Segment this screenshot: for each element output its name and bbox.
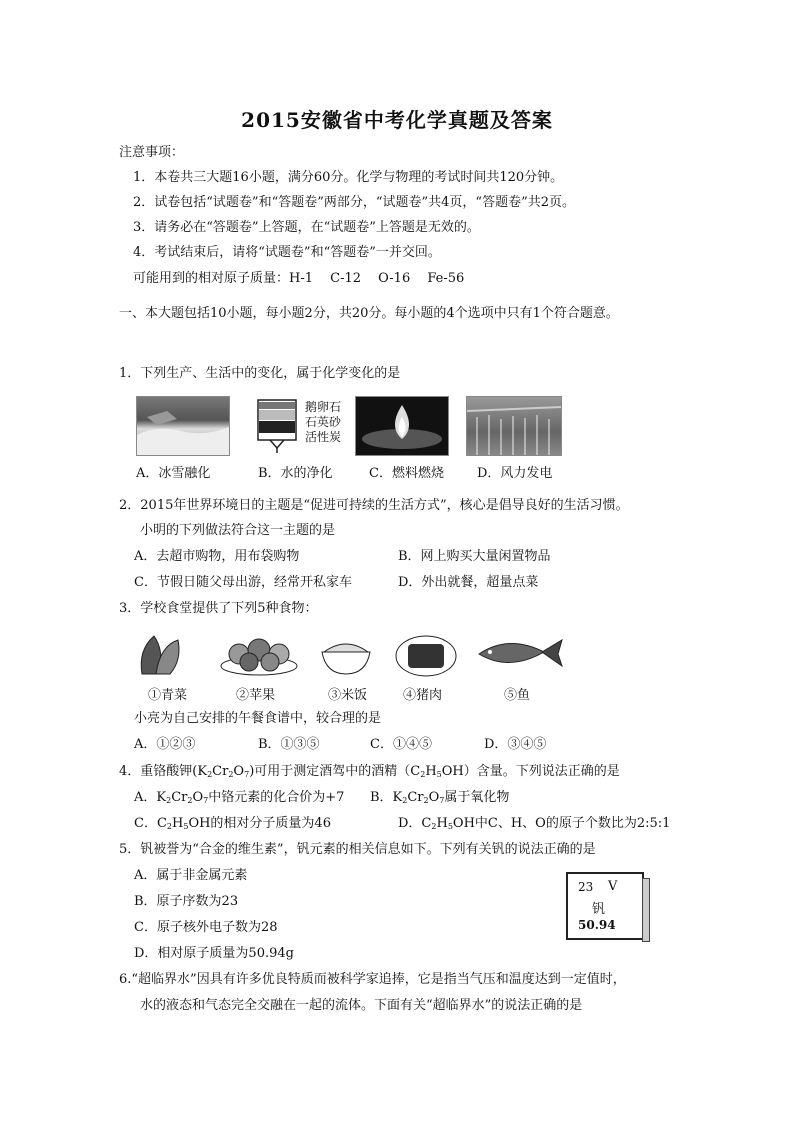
option-label: A．属于非金属元素 [134, 868, 248, 883]
option-label: A．$K_2Cr_2O_7$中铬元素的化合价为+7 [134, 790, 345, 805]
option-label: D．$C_2H_5OH$中C、H、O的原子个数比为2:5:1 [398, 816, 671, 831]
question-3-prompt: 小亮为自己安排的午餐食谱中，较合理的是 [134, 711, 382, 726]
fuel-burning-image [355, 396, 449, 456]
option-label: C．①④⑤ [370, 737, 432, 752]
question-4-stem: 4．重铬酸钾$(K_2Cr_2O_7)$可用于测定酒驾中的酒精$(C_2H_5OH)$含量。下列说法正确的是 [119, 764, 620, 779]
option-label: B．网上购买大量闲置物品 [398, 549, 551, 564]
notice-item: 4．考试结束后，请将“试题卷”和“答题卷”一并交回。 [133, 245, 441, 260]
ice-melting-image [136, 396, 230, 456]
pork-icon [396, 636, 456, 676]
apple-icon [221, 639, 297, 675]
question-6-stem-continued: 水的液态和气态完全交融在一起的流体。下面有关“超临界水”的说法正确的是 [140, 998, 583, 1013]
option-label: B．①③⑤ [258, 737, 320, 752]
question-3-stem: 3．学校食堂提供了下列5种食物： [119, 601, 318, 616]
rice-bowl-icon [322, 644, 370, 674]
option-label: C．节假日随父母出游，经常开私家车 [134, 575, 352, 590]
option-label: B．$K_2Cr_2O_7$属于氧化物 [370, 790, 510, 805]
filter-label: 活性炭 [305, 430, 342, 444]
option-label: A．冰雪融化 [136, 466, 211, 481]
notice-item: 2．试卷包括“试题卷”和“答题卷”两部分，“试题卷”共4页，“答题卷”共2页。 [133, 195, 575, 210]
atomic-number: 23 [578, 880, 594, 894]
element-card-vanadium [566, 872, 644, 940]
element-name: 钒 [592, 902, 606, 917]
question-6-stem: 6.“超临界水”因具有许多优良特质而被科学家追捧，它是指当气压和温度达到一定值时， [119, 972, 626, 987]
atomic-mass-line: 可能用到的相对原子质量：H-1 C-12 O-16 Fe-56 [133, 271, 465, 286]
question-5-stem: 5．钒被誉为“合金的维生素”，钒元素的相关信息如下。下列有关钒的说法正确的是 [119, 842, 596, 857]
option-label: B．水的净化 [258, 466, 333, 481]
water-filter-illustration [252, 396, 302, 454]
vegetable-icon [141, 636, 179, 674]
page-title: 2015安徽省中考化学真题及答案 [241, 108, 553, 132]
notice-item: 1．本卷共三大题16小题，满分60分。化学与物理的考试时间共120分钟。 [133, 170, 564, 185]
filter-label: 石英砂 [305, 415, 342, 429]
option-label: C．原子核外电子数为28 [134, 920, 278, 935]
option-label: D．外出就餐，超量点菜 [398, 575, 539, 590]
food-label: ④猪肉 [403, 688, 443, 703]
wind-power-image [466, 396, 562, 456]
ice-melting-illustration [137, 397, 229, 455]
wind-turbines-illustration [467, 397, 561, 455]
food-label: ①青菜 [148, 688, 188, 703]
atomic-mass: 50.94 [578, 918, 616, 932]
food-label: ⑤鱼 [504, 688, 531, 703]
food-label: ③米饭 [328, 688, 368, 703]
option-label: D．相对原子质量为50.94g [134, 946, 294, 961]
option-label: A．①②③ [134, 737, 196, 752]
fish-icon [479, 640, 562, 666]
option-label: C．$C_2H_5OH$的相对分子质量为46 [134, 816, 331, 831]
filter-label: 鹅卵石 [305, 400, 342, 414]
water-filter-image [252, 396, 302, 454]
option-label: D．③④⑤ [484, 737, 547, 752]
element-symbol: V [608, 879, 618, 894]
question-2-stem: 2．2015年世界环境日的主题是“促进可持续的生活方式”，核心是倡导良好的生活习惯。 [119, 498, 629, 513]
option-label: C．燃料燃烧 [369, 466, 444, 481]
food-illustrations [134, 630, 564, 680]
notice-item: 3．请务必在“答题卷”上答题，在“试题卷”上答题是无效的。 [133, 220, 480, 235]
food-label: ②苹果 [236, 688, 276, 703]
question-1-stem: 1．下列生产、生活中的变化，属于化学变化的是 [119, 366, 401, 381]
option-label: D．风力发电 [477, 466, 553, 481]
notice-heading: 注意事项： [119, 145, 185, 160]
option-label: A．去超市购物，用布袋购物 [134, 549, 300, 564]
flame-illustration [356, 397, 448, 455]
question-2-stem-continued: 小明的下列做法符合这一主题的是 [140, 523, 336, 538]
option-label: B．原子序数为23 [134, 894, 239, 909]
section-heading: 一、本大题包括10小题，每小题2分，共20分。每小题的4个选项中只有1个符合题意。 [119, 306, 619, 321]
